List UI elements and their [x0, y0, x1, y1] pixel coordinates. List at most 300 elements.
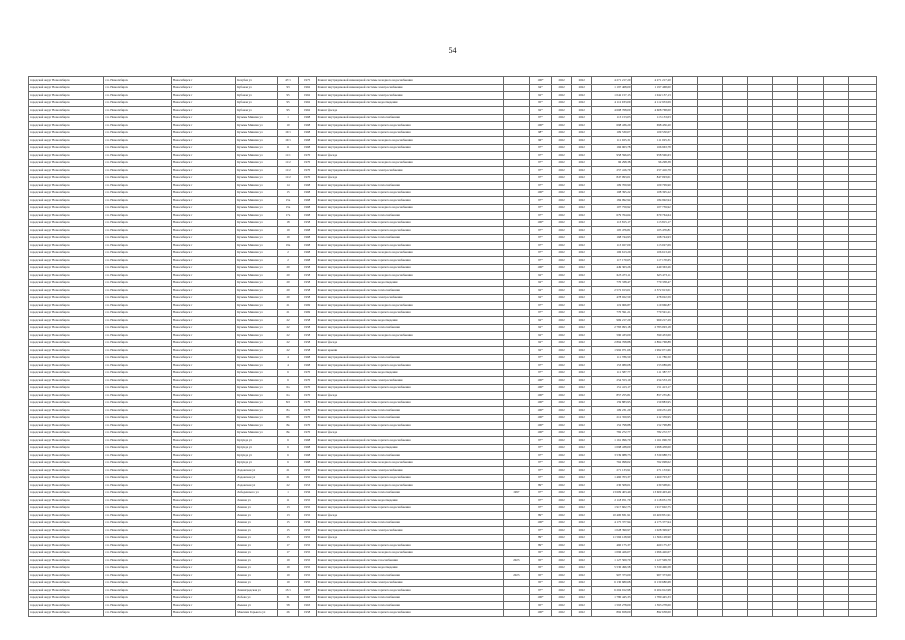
- table-cell-empty: [672, 77, 697, 85]
- table-cell-empty: [722, 504, 747, 512]
- table-cell-col7: Ремонт внутридомовой инженерной системы водоотведения: [316, 564, 503, 572]
- table-cell-col12: 679 764,64: [592, 212, 632, 220]
- table-cell-col5: 95: [278, 107, 298, 115]
- table-cell-empty: [748, 444, 773, 452]
- table-cell-col4: Кузьмы Минина ул: [236, 264, 278, 272]
- table-cell-col10: 2022: [552, 302, 572, 310]
- table-cell-col5: 6: [278, 444, 298, 452]
- table-cell-col11: 2022: [572, 452, 592, 460]
- table-cell-col11: 2022: [572, 249, 592, 257]
- table-cell-empty: [848, 212, 876, 220]
- table-cell-col7: Ремонт фасада: [316, 107, 503, 115]
- table-cell-col13: 857 255,81: [632, 392, 672, 400]
- table-cell-col6: 1970: [298, 429, 316, 437]
- table-cell-col9: 89*: [529, 512, 551, 520]
- table-cell-empty: [748, 197, 773, 205]
- table-cell-col4: Ленина ул: [236, 519, 278, 527]
- table-cell-empty: [672, 279, 697, 287]
- table-cell-col11: 2022: [572, 504, 592, 512]
- table-cell-empty: [823, 257, 848, 265]
- table-cell-col10: 2022: [552, 347, 572, 355]
- table-cell-col13: 166 963,78: [632, 144, 672, 152]
- table-cell-col8: [503, 467, 529, 475]
- table-cell-col4: Кузьмы Минина ул: [236, 287, 278, 295]
- table-cell-empty: [773, 512, 798, 520]
- table-cell-col1: городской округ Новосибирск: [29, 189, 104, 197]
- table-cell-col5: 20: [278, 294, 298, 302]
- table-cell-col13: 770 338,47: [632, 279, 672, 287]
- table-cell-col8: [503, 429, 529, 437]
- table-cell-col7: Ремонт внутридомовой инженерной системы электроснабжения: [316, 84, 503, 92]
- table-cell-empty: [773, 84, 798, 92]
- table-cell-col12: 782 272,77: [592, 429, 632, 437]
- table-cell-col8: [503, 362, 529, 370]
- table-cell-empty: [848, 474, 876, 482]
- table-cell-empty: [773, 407, 798, 415]
- table-cell-col8: [503, 339, 529, 347]
- table-cell-col9: 97*: [529, 174, 551, 182]
- table-cell-empty: [848, 137, 876, 145]
- table-cell-empty: [697, 242, 722, 250]
- table-cell-col10: 2022: [552, 227, 572, 235]
- table-cell-col7: Ремонт внутридомовой инженерной системы электроснабжения: [316, 527, 503, 535]
- table-cell-col12: 958 596,63: [592, 152, 632, 160]
- table-cell-col11: 2022: [572, 377, 592, 385]
- table-cell-empty: [748, 377, 773, 385]
- table-cell-col6: 1970: [298, 377, 316, 385]
- table-cell-empty: [748, 489, 773, 497]
- table-cell-empty: [773, 167, 798, 175]
- table-cell-col5: 15: [278, 519, 298, 527]
- table-cell-empty: [823, 482, 848, 490]
- table-cell-col12: 478 022,59: [592, 294, 632, 302]
- table-cell-col7: Ремонт внутридомовой инженерной системы горячего водоснабжения: [316, 542, 503, 550]
- table-cell-empty: [848, 264, 876, 272]
- table-cell-col3: Новосибирск г: [171, 557, 235, 565]
- table-cell-col6: 1970: [298, 399, 316, 407]
- table-cell-col10: 2022: [552, 167, 572, 175]
- table-cell-col13: 230 508,01: [632, 482, 672, 490]
- table-cell-col9: 92*: [529, 332, 551, 340]
- table-cell-col12: 111 025,31: [592, 137, 632, 145]
- table-cell-empty: [748, 332, 773, 340]
- table-cell-empty: [697, 212, 722, 220]
- table-cell-empty: [722, 482, 747, 490]
- table-cell-col7: Ремонт внутридомовой инженерной системы электроснабжения: [316, 467, 503, 475]
- table-cell-col11: 2022: [572, 519, 592, 527]
- table-cell-col12: 4 608 768,00: [592, 107, 632, 115]
- table-cell-col8: [503, 542, 529, 550]
- table-cell-col4: Ленина ул: [236, 542, 278, 550]
- table-cell-col8: [503, 174, 529, 182]
- table-cell-col1: городской округ Новосибирск: [29, 444, 104, 452]
- table-cell-empty: [722, 257, 747, 265]
- table-cell-col8: [503, 527, 529, 535]
- table-cell-empty: [773, 594, 798, 602]
- table-cell-col13: 762 098,02: [632, 459, 672, 467]
- table-cell-empty: [798, 159, 823, 167]
- table-cell-col6: 1955: [298, 542, 316, 550]
- table-cell-empty: [748, 534, 773, 542]
- table-cell-col12: 109 709,90: [592, 182, 632, 190]
- table-cell-empty: [848, 347, 876, 355]
- table-cell-col11: 2022: [572, 474, 592, 482]
- table-cell-col9: 100*: [529, 399, 551, 407]
- table-row: [29, 107, 877, 115]
- table-cell-col11: 2022: [572, 219, 592, 227]
- table-cell-col8: [503, 99, 529, 107]
- table-cell-empty: [823, 84, 848, 92]
- table-cell-empty: [798, 414, 823, 422]
- table-cell-col6: 1969: [298, 302, 316, 310]
- table-cell-empty: [773, 182, 798, 190]
- table-row: [29, 264, 877, 272]
- table-cell-col2: г.п. Новосибирск: [104, 219, 171, 227]
- table-cell-col8: [503, 534, 529, 542]
- table-cell-empty: [697, 99, 722, 107]
- table-cell-empty: [798, 332, 823, 340]
- table-cell-empty: [748, 92, 773, 100]
- table-cell-empty: [748, 354, 773, 362]
- table-row: [29, 362, 877, 370]
- table-cell-col12: 257 416,79: [592, 167, 632, 175]
- table-cell-col12: 4 271 217,20: [592, 77, 632, 85]
- table-cell-col7: Ремонт внутридомовой инженерной системы водоотведения: [316, 99, 503, 107]
- table-cell-col6: 1968: [298, 144, 316, 152]
- table-cell-col10: 2022: [552, 557, 572, 565]
- table-cell-col5: 17а: [278, 212, 298, 220]
- table-cell-col3: Новосибирск г: [171, 542, 235, 550]
- table-cell-col12: 4 112 933,09: [592, 99, 632, 107]
- table-row: [29, 519, 877, 527]
- table-cell-col7: Ремонт внутридомовой инженерной системы горячего водоснабжения: [316, 504, 503, 512]
- table-cell-empty: [748, 339, 773, 347]
- table-cell-col11: 2022: [572, 152, 592, 160]
- table-cell-col7: Ремонт внутридомовой инженерной системы холодного водоснабжения: [316, 204, 503, 212]
- table-cell-col8: [503, 594, 529, 602]
- table-cell-col5: 21: [278, 309, 298, 317]
- table-cell-empty: [748, 549, 773, 557]
- table-cell-col6: 1958: [298, 317, 316, 325]
- table-cell-col8: [503, 227, 529, 235]
- table-cell-empty: [672, 609, 697, 617]
- table-cell-empty: [672, 249, 697, 257]
- table-cell-empty: [672, 339, 697, 347]
- table-cell-col9: 100*: [529, 122, 551, 130]
- table-cell-empty: [798, 189, 823, 197]
- table-cell-empty: [748, 384, 773, 392]
- table-cell-col10: 2022: [552, 129, 572, 137]
- table-row: [29, 137, 877, 145]
- table-cell-empty: [823, 497, 848, 505]
- table-cell-empty: [697, 257, 722, 265]
- table-cell-empty: [748, 572, 773, 580]
- table-row: [29, 474, 877, 482]
- table-cell-col13: 10 400 831,91: [632, 512, 672, 520]
- table-cell-col11: 2022: [572, 444, 592, 452]
- table-cell-col5: 8а: [278, 407, 298, 415]
- table-cell-col2: г.п. Новосибирск: [104, 332, 171, 340]
- table-cell-col8: [503, 182, 529, 190]
- table-cell-col6: 1956: [298, 519, 316, 527]
- table-cell-col2: г.п. Новосибирск: [104, 429, 171, 437]
- table-cell-col11: 2022: [572, 459, 592, 467]
- table-cell-col9: 92*: [529, 279, 551, 287]
- table-cell-col12: 254 553,19: [592, 377, 632, 385]
- table-cell-col7: Ремонт внутридомовой инженерной системы горячего водоснабжения: [316, 362, 503, 370]
- table-cell-empty: [773, 392, 798, 400]
- table-cell-col5: 20: [278, 264, 298, 272]
- table-cell-empty: [848, 497, 876, 505]
- table-cell-col9: 92*: [529, 324, 551, 332]
- table-cell-col9: 97*: [529, 467, 551, 475]
- table-cell-empty: [848, 152, 876, 160]
- table-cell-col5: 19: [278, 557, 298, 565]
- table-cell-col4: Кузьмы Минина ул: [236, 324, 278, 332]
- table-cell-empty: [672, 407, 697, 415]
- table-cell-col13: 6 204 912,98: [632, 587, 672, 595]
- table-cell-col7: Ремонт внутридомовой инженерной системы горячего водоснабжения: [316, 437, 503, 445]
- table-cell-empty: [823, 197, 848, 205]
- table-row: [29, 549, 877, 557]
- table-cell-empty: [773, 77, 798, 85]
- table-cell-empty: [848, 204, 876, 212]
- table-cell-empty: [823, 332, 848, 340]
- table-cell-col1: городской округ Новосибирск: [29, 197, 104, 205]
- table-cell-empty: [773, 204, 798, 212]
- table-cell-empty: [672, 84, 697, 92]
- table-cell-col2: г.п. Новосибирск: [104, 272, 171, 280]
- table-cell-empty: [848, 362, 876, 370]
- table-cell-empty: [748, 467, 773, 475]
- table-cell-col7: Ремонт внутридомовой инженерной системы горячего водоснабжения: [316, 219, 503, 227]
- table-cell-col10: 2022: [552, 504, 572, 512]
- table-cell-empty: [722, 587, 747, 595]
- table-cell-empty: [697, 182, 722, 190]
- table-cell-col13: 257 416,79: [632, 167, 672, 175]
- table-cell-empty: [798, 257, 823, 265]
- table-cell-col4: Кузьмы Минина ул: [236, 317, 278, 325]
- table-cell-empty: [672, 557, 697, 565]
- table-row: [29, 444, 877, 452]
- table-row: [29, 392, 877, 400]
- table-cell-empty: [672, 414, 697, 422]
- table-cell-empty: [722, 407, 747, 415]
- table-cell-col2: г.п. Новосибирск: [104, 152, 171, 160]
- table-cell-empty: [823, 557, 848, 565]
- table-cell-empty: [672, 294, 697, 302]
- table-cell-col8: [503, 144, 529, 152]
- table-cell-empty: [823, 99, 848, 107]
- table-cell-col11: 2022: [572, 227, 592, 235]
- table-cell-empty: [697, 204, 722, 212]
- table-cell-col9: 97*: [529, 257, 551, 265]
- table-cell-col2: г.п. Новосибирск: [104, 572, 171, 580]
- table-cell-col5: 11/2: [278, 167, 298, 175]
- table-cell-empty: [697, 429, 722, 437]
- table-row: [29, 294, 877, 302]
- table-cell-empty: [798, 354, 823, 362]
- table-cell-empty: [748, 519, 773, 527]
- table-cell-empty: [697, 144, 722, 152]
- table-cell-col9: 97*: [529, 459, 551, 467]
- table-cell-col11: 2022: [572, 272, 592, 280]
- table-cell-col11: 2022: [572, 122, 592, 130]
- table-cell-col12: 2 118 051,79: [592, 497, 632, 505]
- table-cell-col12: 892 658,00: [592, 609, 632, 617]
- table-cell-empty: [722, 429, 747, 437]
- table-cell-col10: 2022: [552, 159, 572, 167]
- table-cell-col3: Новосибирск г: [171, 452, 235, 460]
- table-row: [29, 377, 877, 385]
- table-cell-empty: [823, 392, 848, 400]
- table-cell-col11: 2022: [572, 587, 592, 595]
- table-cell-col12: 762 098,02: [592, 459, 632, 467]
- table-cell-col6: 1970: [298, 174, 316, 182]
- table-cell-empty: [697, 332, 722, 340]
- table-cell-col1: городской округ Новосибирск: [29, 174, 104, 182]
- table-cell-empty: [697, 129, 722, 137]
- table-cell-empty: [697, 512, 722, 520]
- table-cell-col2: г.п. Новосибирск: [104, 594, 171, 602]
- table-cell-col3: Новосибирск г: [171, 264, 235, 272]
- table-row: [29, 347, 877, 355]
- table-cell-empty: [798, 549, 823, 557]
- table-cell-col11: 2022: [572, 159, 592, 167]
- table-cell-col12: 117 170,65: [592, 257, 632, 265]
- table-cell-empty: [773, 242, 798, 250]
- table-cell-col6: 1968: [298, 444, 316, 452]
- table-cell-col9: 97*: [529, 362, 551, 370]
- table-cell-col5: 6а: [278, 384, 298, 392]
- table-cell-col6: 1955: [298, 512, 316, 520]
- table-cell-col9: 100*: [529, 392, 551, 400]
- table-cell-col3: Новосибирск г: [171, 362, 235, 370]
- table-cell-empty: [697, 114, 722, 122]
- table-cell-col3: Новосибирск г: [171, 474, 235, 482]
- table-cell-empty: [798, 392, 823, 400]
- table-cell-empty: [798, 399, 823, 407]
- table-cell-col3: Новосибирск г: [171, 129, 235, 137]
- table-cell-empty: [823, 369, 848, 377]
- table-cell-col9: 89*: [529, 482, 551, 490]
- table-cell-col9: 97*: [529, 249, 551, 257]
- table-cell-col10: 2022: [552, 527, 572, 535]
- table-cell-empty: [722, 302, 747, 310]
- table-cell-col4: Кубовая ул: [236, 92, 278, 100]
- table-cell-empty: [748, 189, 773, 197]
- table-cell-col9: 97*: [529, 309, 551, 317]
- table-cell-col5: 6а: [278, 392, 298, 400]
- table-cell-col2: г.п. Новосибирск: [104, 437, 171, 445]
- table-cell-col2: г.п. Новосибирск: [104, 324, 171, 332]
- table-cell-empty: [848, 354, 876, 362]
- table-cell-empty: [773, 437, 798, 445]
- table-cell-empty: [697, 459, 722, 467]
- table-cell-col7: Ремонт внутридомовой инженерной системы холодного водоснабжения: [316, 137, 503, 145]
- table-cell-col13: 625 473,11: [632, 272, 672, 280]
- table-cell-col1: городской округ Новосибирск: [29, 122, 104, 130]
- table-cell-empty: [823, 594, 848, 602]
- table-cell-empty: [672, 122, 697, 130]
- table-cell-col11: 2022: [572, 107, 592, 115]
- table-cell-empty: [773, 294, 798, 302]
- table-cell-col3: Новосибирск г: [171, 414, 235, 422]
- table-cell-col4: Кузьмы Минина ул: [236, 129, 278, 137]
- table-cell-empty: [823, 129, 848, 137]
- table-cell-col4: Ладожская ул: [236, 474, 278, 482]
- table-cell-empty: [697, 272, 722, 280]
- table-cell-empty: [773, 219, 798, 227]
- table-cell-col11: 2022: [572, 212, 592, 220]
- table-cell-empty: [722, 519, 747, 527]
- table-cell-col5: 15: [278, 534, 298, 542]
- table-cell-col2: г.п. Новосибирск: [104, 512, 171, 520]
- table-cell-empty: [697, 219, 722, 227]
- table-cell-empty: [672, 197, 697, 205]
- table-cell-empty: [672, 182, 697, 190]
- table-cell-col9: 92*: [529, 294, 551, 302]
- table-cell-col6: 1955: [298, 467, 316, 475]
- table-cell-col10: 2022: [552, 174, 572, 182]
- table-cell-empty: [848, 392, 876, 400]
- table-cell-col13: 4 175 377,94: [632, 519, 672, 527]
- table-cell-col5: 22: [278, 339, 298, 347]
- table-cell-col6: 1968: [298, 204, 316, 212]
- table-cell-empty: [798, 497, 823, 505]
- table-cell-empty: [848, 459, 876, 467]
- table-cell-col3: Новосибирск г: [171, 429, 235, 437]
- table-cell-col4: Кузьмы Минина ул: [236, 114, 278, 122]
- table-cell-empty: [722, 234, 747, 242]
- table-cell-col8: [503, 309, 529, 317]
- table-cell-empty: [697, 122, 722, 130]
- table-cell-col3: Новосибирск г: [171, 257, 235, 265]
- table-cell-col13: 3 539 988,73: [632, 452, 672, 460]
- table-cell-empty: [697, 369, 722, 377]
- table-cell-empty: [722, 452, 747, 460]
- table-cell-col4: Кузьмы Минина ул: [236, 197, 278, 205]
- table-cell-col2: г.п. Новосибирск: [104, 227, 171, 235]
- table-cell-col5: 17: [278, 549, 298, 557]
- table-cell-empty: [798, 557, 823, 565]
- table-cell-col4: Кочубея ул: [236, 77, 278, 85]
- table-cell-empty: [848, 339, 876, 347]
- table-cell-col5: 13/1: [278, 587, 298, 595]
- table-cell-col1: городской округ Новосибирск: [29, 392, 104, 400]
- table-cell-col6: 1962: [298, 107, 316, 115]
- table-cell-col2: г.п. Новосибирск: [104, 309, 171, 317]
- table-cell-empty: [722, 287, 747, 295]
- table-cell-col10: 2022: [552, 137, 572, 145]
- table-cell-empty: [848, 414, 876, 422]
- table-cell-col3: Новосибирск г: [171, 212, 235, 220]
- table-cell-col13: 184 992,94: [632, 197, 672, 205]
- table-cell-empty: [722, 474, 747, 482]
- table-cell-col4: Кузьмы Минина ул: [236, 369, 278, 377]
- table-cell-col2: г.п. Новосибирск: [104, 257, 171, 265]
- table-row: [29, 317, 877, 325]
- table-cell-col1: городской округ Новосибирск: [29, 182, 104, 190]
- table-cell-empty: [748, 167, 773, 175]
- table-cell-col5: 4: [278, 362, 298, 370]
- table-cell-empty: [748, 144, 773, 152]
- table-cell-col2: г.п. Новосибирск: [104, 122, 171, 130]
- table-cell-col12: 2 783 093,18: [592, 324, 632, 332]
- table-cell-col3: Новосибирск г: [171, 512, 235, 520]
- table-cell-col4: Кузьмы Минина ул: [236, 167, 278, 175]
- table-cell-col8: [503, 92, 529, 100]
